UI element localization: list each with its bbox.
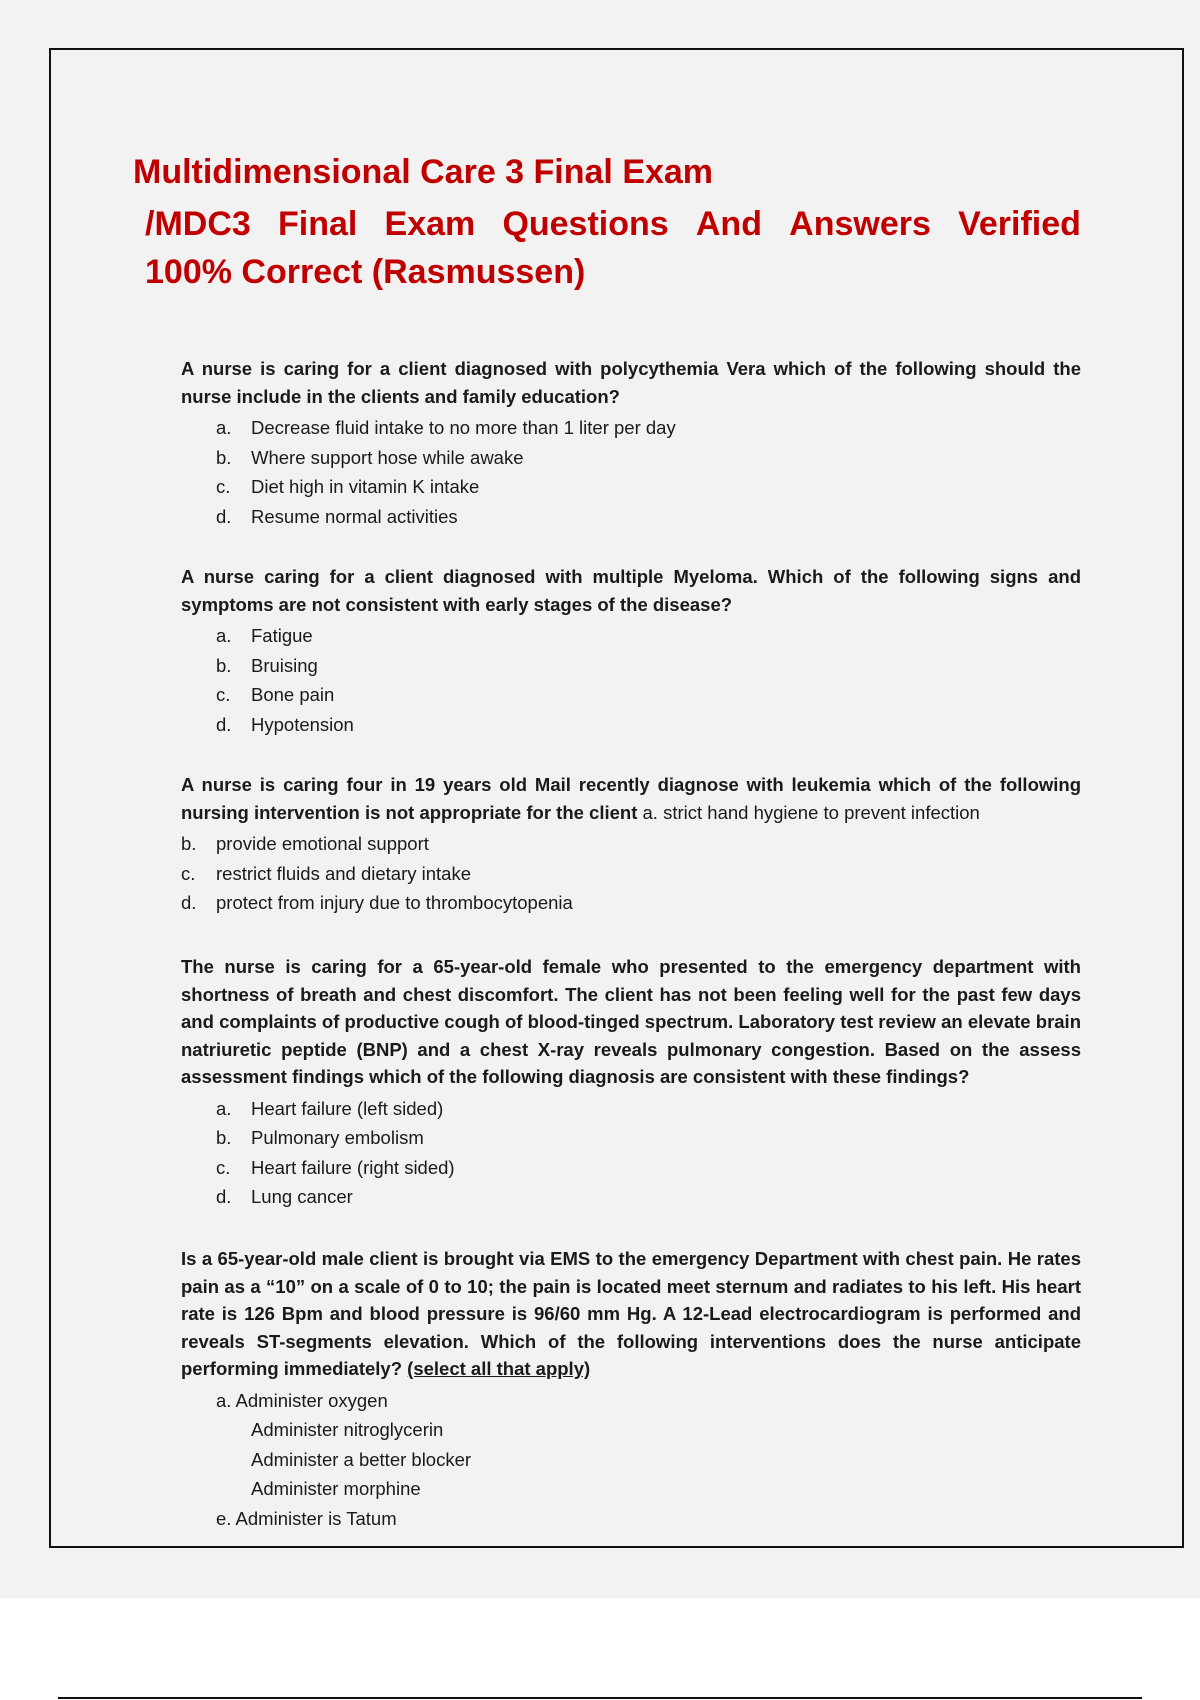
title-word: And bbox=[695, 205, 762, 243]
option-item: a. Administer oxygen bbox=[216, 1389, 388, 1411]
option-item: Administer nitroglycerin bbox=[251, 1419, 444, 1440]
option-item bbox=[216, 680, 1081, 710]
option-item: e. Administer is Tatum bbox=[216, 1507, 397, 1529]
option-letter: d. bbox=[216, 713, 232, 735]
option-item bbox=[216, 472, 1081, 502]
question-5 bbox=[181, 1245, 1081, 1533]
document-title-line-1: Multidimensional Care 3 Final Exam bbox=[133, 153, 714, 191]
option-list bbox=[181, 413, 1081, 531]
question-stem bbox=[181, 1245, 1081, 1383]
option-letter: d. bbox=[216, 505, 232, 527]
option-text: Bruising bbox=[251, 654, 318, 676]
option-list bbox=[181, 1094, 1081, 1212]
option-item bbox=[216, 1182, 1081, 1212]
select-all-note: (select all that apply) bbox=[407, 1358, 591, 1379]
option-letter: c. bbox=[181, 862, 196, 884]
option-item bbox=[216, 502, 1081, 532]
title-word: /MDC3 bbox=[145, 205, 251, 243]
option-list bbox=[181, 1386, 1081, 1534]
option-item bbox=[181, 888, 1081, 918]
title-word: Verified bbox=[958, 205, 1081, 243]
option-text: Where support hose while awake bbox=[251, 446, 524, 468]
question-stem: A nurse is caring for a client diagnosed with polycythemia Vera which of the following should the nurse include in the clients and family education? bbox=[181, 358, 1081, 407]
option-text: restrict fluids and dietary intake bbox=[216, 862, 472, 884]
title-word: Exam bbox=[384, 205, 476, 243]
option-item bbox=[216, 443, 1081, 473]
title-word: Answers bbox=[789, 205, 931, 243]
option-list bbox=[181, 621, 1081, 739]
option-text: Hypotension bbox=[251, 713, 354, 735]
option-letter: c. bbox=[216, 684, 231, 705]
option-letter: b. bbox=[181, 833, 197, 854]
option-letter: a. bbox=[216, 625, 232, 646]
title-word: Final bbox=[277, 205, 358, 243]
option-item bbox=[181, 859, 1081, 889]
option-text: Lung cancer bbox=[251, 1186, 353, 1207]
inline-option: a. strict hand hygiene to prevent infection bbox=[642, 801, 980, 823]
option-text: Heart failure (left sided) bbox=[251, 1097, 444, 1119]
option-letter: b. bbox=[216, 446, 232, 468]
question-stem: The nurse is caring for a 65-year-old female who presented to the emergency department with shortness of breath and chest discomfort. The client has not been feeling well for the past few days and complaints of productive cough of blood-tinged spectrum. Laboratory test review an elevate brain natriuretic peptide (BNP) and a chest X-ray reveals pulmonary congestion. Based on the assess assessment findings which of the following diagnosis are consistent with these findings? bbox=[181, 956, 1081, 1087]
option-letter: b. bbox=[216, 654, 232, 676]
option-letter: a. bbox=[216, 1097, 232, 1119]
option-text: Pulmonary embolism bbox=[251, 1127, 424, 1148]
question-2 bbox=[181, 563, 1081, 739]
question-stem-text: Is a 65-year-old male client is brought via EMS to the emergency Department with chest pain. He rates pain as a “10” on a scale of 0 to 10; the pain is located meet sternum and radiates to his left. His heart rate is 126 Bpm and blood pressure is 96/60 mm Hg. A 12-Lead electrocardiogram is performed and reveals ST-segments elevation. Which of the following interventions does the nurse anticipate performing immediately? bbox=[181, 1248, 1081, 1379]
option-text: Heart failure (right sided) bbox=[251, 1156, 455, 1178]
option-item bbox=[216, 1094, 1081, 1124]
option-text: protect from injury due to thrombocytopenia bbox=[216, 892, 573, 913]
option-text: Decrease fluid intake to no more than 1 liter per day bbox=[251, 417, 676, 438]
option-text: Diet high in vitamin K intake bbox=[251, 476, 480, 497]
question-stem-text: A nurse is caring four in 19 years old Mail recently diagnose with leukemia which of the following nursing intervention is not appropriate for the client bbox=[181, 774, 1081, 823]
option-letter: d. bbox=[181, 892, 197, 913]
option-item bbox=[216, 621, 1081, 651]
option-item: Administer morphine bbox=[251, 1478, 421, 1499]
option-item bbox=[216, 413, 1081, 443]
next-page-divider bbox=[58, 1697, 1142, 1699]
option-letter: c. bbox=[216, 1156, 231, 1178]
option-item bbox=[216, 651, 1081, 681]
option-list bbox=[181, 829, 1081, 918]
question-stem bbox=[181, 771, 1081, 826]
option-text: Fatigue bbox=[251, 625, 313, 646]
option-item: Administer a better blocker bbox=[251, 1448, 472, 1470]
question-stem: A nurse caring for a client diagnosed with multiple Myeloma. Which of the following signs and symptoms are not consistent with early stages of the disease? bbox=[181, 566, 1081, 615]
option-letter: c. bbox=[216, 476, 231, 497]
title-word: Questions bbox=[502, 205, 669, 243]
question-1 bbox=[181, 355, 1081, 531]
option-letter: b. bbox=[216, 1127, 232, 1148]
question-3 bbox=[181, 771, 1081, 918]
option-item bbox=[216, 710, 1081, 740]
option-letter: d. bbox=[216, 1186, 232, 1207]
option-item bbox=[216, 1123, 1081, 1153]
option-text: Bone pain bbox=[251, 684, 335, 705]
document-title-line-3: 100% Correct (Rasmussen) bbox=[145, 253, 586, 291]
option-text: Resume normal activities bbox=[251, 505, 458, 527]
option-letter: a. bbox=[216, 417, 232, 438]
option-text: provide emotional support bbox=[216, 833, 429, 854]
question-4 bbox=[181, 953, 1081, 1212]
document-title-line-2 bbox=[145, 200, 1081, 248]
option-item bbox=[181, 829, 1081, 859]
option-item bbox=[216, 1153, 1081, 1183]
